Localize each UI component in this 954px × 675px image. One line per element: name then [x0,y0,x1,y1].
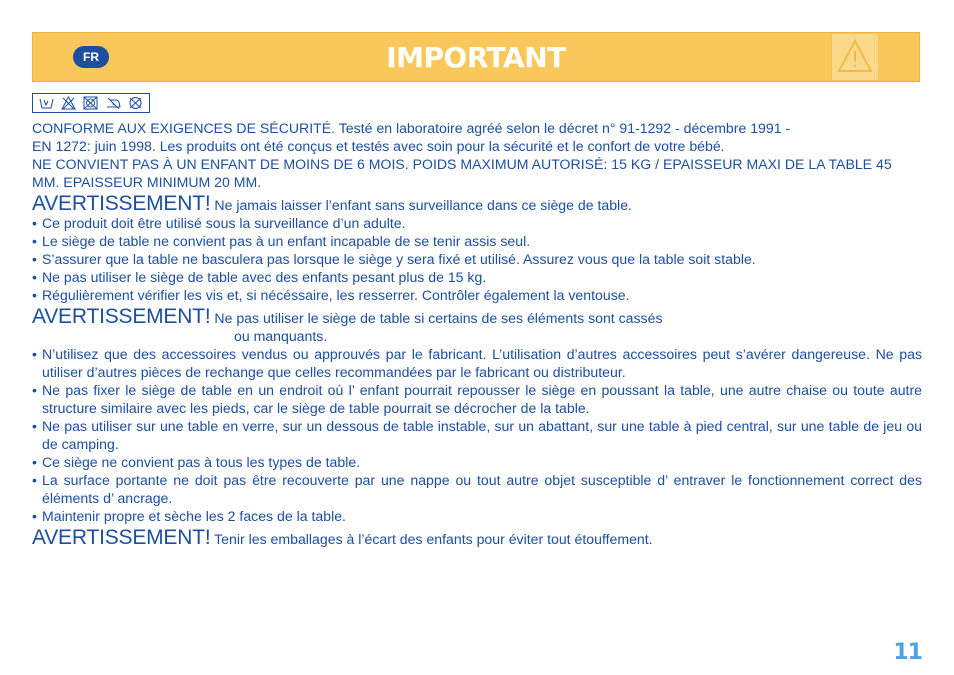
list-item: • Ne pas utiliser sur une table en verre, sur un dessous de table instable, sur un abattant, sur une table à pied central, sur une table de jeu ou de camping. [32,417,922,453]
no-dry-clean-icon [128,96,143,110]
list-item: • La surface portante ne doit pas être recouverte par une nappe ou tout autre objet susceptible d’ entraver le fonctionnement correct des éléments d’ ancrage. [32,471,922,507]
warning-3 [32,528,922,548]
warning-2-list [32,345,922,525]
page-number: 11 [893,640,922,665]
page-title: IMPORTANT [386,41,566,74]
care-symbols [32,93,150,113]
warning-1 [32,194,922,214]
warning-1-label: AVERTISSEMENT! [32,192,211,215]
list-item: • S’assurer que la table ne basculera pas lorsque le siège y sera fixé et utilisé. Assurez vous que la table soit stable. [32,250,922,268]
list-item: • Ce produit doit être utilisé sous la surveillance d’un adulte. [32,214,922,232]
no-tumble-dry-icon [83,96,98,110]
warning-1-list [32,214,922,304]
iron-low-icon [106,96,121,110]
list-item: • Ne pas fixer le siège de table en un endroit où l’ enfant pourrait repousser le siège en poussant la table, une autre chaise ou toute autre structure similaire avec les pieds, car le siège de table pourrait se décrocher de la table. [32,381,922,417]
warning-2-label: AVERTISSEMENT! [32,305,211,328]
warning-1-text: Ne jamais laisser l’enfant sans surveillance dans ce siège de table. [214,197,632,213]
list-item: • N’utilisez que des accessoires vendus ou approuvés par le fabricant. L’utilisation d’autres accessoires peut s’avérer dangereuse. Ne pas utiliser d’autres pièces de rechange que celles recommandées par le fabricant ou distributeur. [32,345,922,381]
warning-2-text-continued: ou manquants. [234,328,328,344]
warning-box [831,34,879,80]
header-banner [32,32,920,82]
hand-wash-icon [39,96,54,110]
language-badge: FR [73,46,109,68]
no-bleach-icon [61,96,76,110]
conformity-line-3: NE CONVIENT PAS À UN ENFANT DE MOINS DE 6 MOIS. POIDS MAXIMUM AUTORISÉ: 15 KG / EPAISSEUR MAXI DE LA TABLE 45 MM. EPAISSEUR MINIMUM 20 MM. [32,156,892,190]
conformity-line-1 [32,119,922,137]
list-item: • Régulièrement vérifier les vis et, si nécéssaire, les resserrer. Contrôler également la ventouse. [32,286,922,304]
warning-3-text: Tenir les emballages à l’écart des enfants pour éviter tout étouffement. [214,531,653,547]
warning-2-text: Ne pas utiliser le siège de table si certains de ses éléments sont cassés [214,310,663,326]
list-item: • Ce siège ne convient pas à tous les types de table. [32,453,922,471]
list-item: • Maintenir propre et sèche les 2 faces de la table. [32,507,922,525]
list-item: • Ne pas utiliser le siège de table avec des enfants pesant plus de 15 kg. [32,268,922,286]
conformity-line-2: EN 1272: juin 1998. Les produits ont été conçus et testés avec soin pour la sécurité et le confort de votre bébé. [32,138,725,154]
list-item: • Le siège de table ne convient pas à un enfant incapable de se tenir assis seul. [32,232,922,250]
warning-triangle-icon [836,38,874,74]
warning-3-label: AVERTISSEMENT! [32,526,211,549]
warning-2 [32,307,922,327]
conformity-rest: Testé en laboratoire agréé selon le décret n° 91-1292 - décembre 1991 - [338,120,791,136]
main-content [32,119,922,548]
conformity-caps: CONFORME AUX EXIGENCES DE SÉCURITÉ. [32,120,336,136]
